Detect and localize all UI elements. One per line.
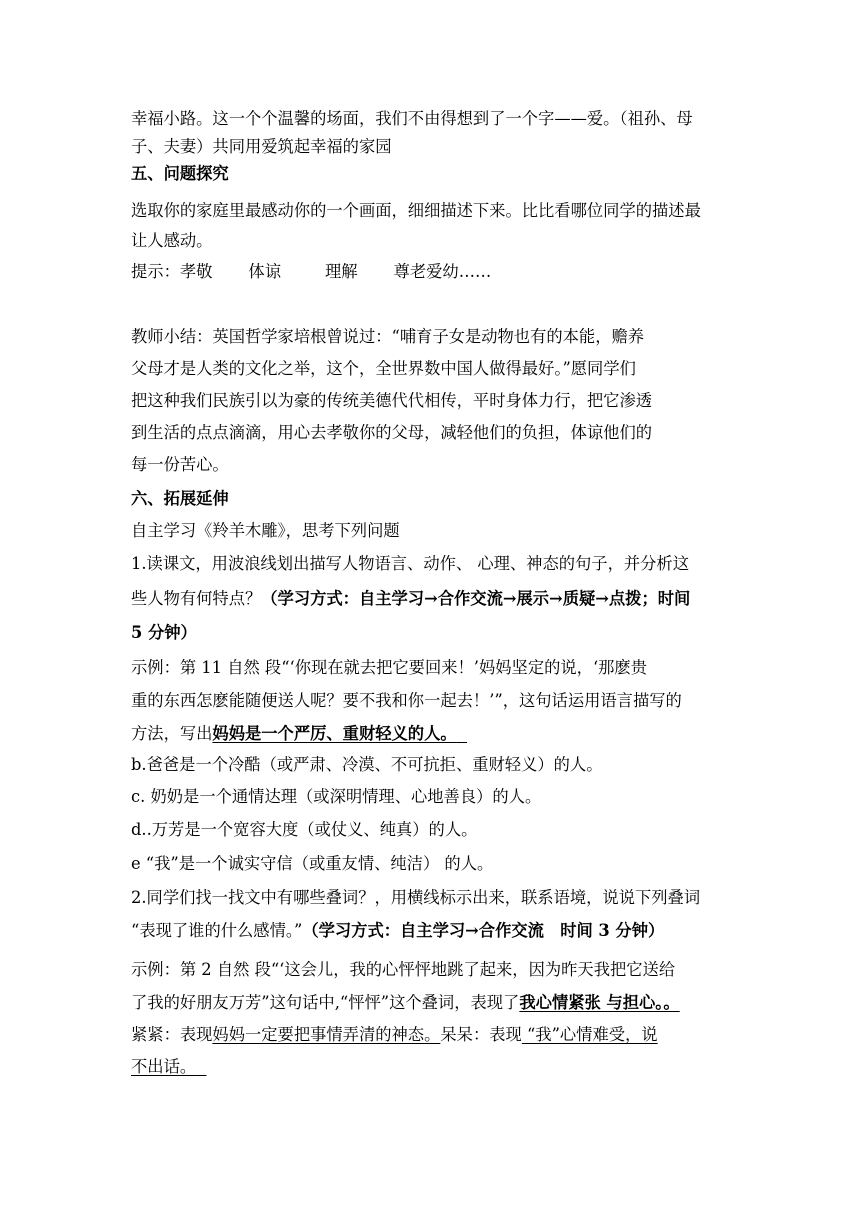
paragraph-line: 自主学习《羚羊木雕》，思考下列问题 [131,521,400,540]
summary-line: 到生活的点点滴滴，用心去孝敬你的父母，减轻他们的负担，体谅他们的 [131,423,653,442]
hint-line [131,261,741,283]
example-text: 了我的好朋友万芳”这句话中,“怦怦”这个叠词，表现了 [131,993,520,1012]
example-line [131,992,741,1014]
paragraph-line: 让人感动。 [131,231,213,250]
summary-line: 把这种我们民族引以为豪的传统美德代代相传，平时身体力行，把它渗透 [131,391,653,410]
question-text: “表现了谁的什么感情。” [131,921,303,940]
underline-tail [457,724,467,743]
question-line: 1.读课文，用波浪线划出描写人物语言、动作、 心理、神态的句子，并分析这 [131,554,689,573]
example-line [131,1024,741,1046]
study-method: （学习方式：自主学习→合作交流→展示→质疑→点拨；时间 [261,589,691,608]
hint-item: 体谅 [248,262,281,281]
section-heading-5: 五、问题探究 [131,164,229,183]
answer-line: b.爸爸是一个冷酷（或严肃、冷漠、不可抗拒、重财轻义）的人。 [131,755,603,774]
answer-line: e “我”是一个诚实守信（或重友情、纯洁） 的人。 [131,854,494,873]
example-line [131,723,741,745]
hint-item: 尊老爱幼…… [393,262,492,281]
summary-line: 教师小结：英国哲学家培根曾说过：“哺育子女是动物也有的本能，赡养 [131,327,645,346]
example-text: 方法，写出 [131,724,213,743]
example-line: 示例：第 11 自然 段“‘你现在就去把它要回来！’妈妈坚定的说，‘那麽贵 [131,658,647,677]
hint-item: 理解 [325,262,358,281]
underline-tail [196,1057,206,1076]
example-text: 紧紧：表现 [131,1025,213,1044]
study-method: 5 分钟） [131,623,197,642]
hint-label: 提示：孝敬 [131,262,213,281]
summary-line: 父母才是人类的文化之举，这个，全世界数中国人做得最好。”愿同学们 [131,359,636,378]
study-method: （学习方式：自主学习→合作交流 时间 3 分钟） [302,921,665,940]
answer-line: d..万芳是一个宽容大度（或仗义、纯真）的人。 [131,820,478,839]
example-line [131,1056,741,1078]
question-line: 2.同学们找一找文中有哪些叠词？，用横线标示出来，联系语境，说说下列叠词 [131,888,701,907]
underlined-answer: “我”心情难受，说 [521,1025,658,1044]
question-line [131,920,741,942]
underlined-answer: 不出话。 [131,1057,197,1076]
question-text: 些人物有何特点？ [131,589,262,608]
paragraph-line: 子、夫妻）共同用爱筑起幸福的家园 [131,137,392,156]
example-line: 示例：第 2 自然 段“‘这会儿，我的心怦怦地跳了起来，因为昨天我把它送给 [131,960,676,979]
paragraph-line: 选取你的家庭里最感动你的一个画面，细细描述下来。比比看哪位同学的描述最 [131,201,701,220]
paragraph-line: 幸福小路。这一个个温馨的场面，我们不由得想到了一个字——爱。（祖孙、母 [131,109,693,128]
underlined-answer: 妈妈一定要把事情弄清的神态。 [212,1025,441,1044]
example-line: 重的东西怎麽能随便送人呢？要不我和你一起去！’”，这句话运用语言描写的 [131,691,682,710]
underlined-answer: 我心情紧张 与担心。。 [519,993,680,1012]
question-line [131,588,741,610]
answer-line: c. 奶奶是一个通情达理（或深明情理、心地善良）的人。 [131,787,542,806]
section-heading-6: 六、拓展延伸 [131,489,229,508]
example-text: 呆呆：表现 [440,1025,522,1044]
underlined-answer: 妈妈是一个严厉、重财轻义的人。 [212,724,457,743]
summary-line: 每一份苦心。 [131,455,229,474]
